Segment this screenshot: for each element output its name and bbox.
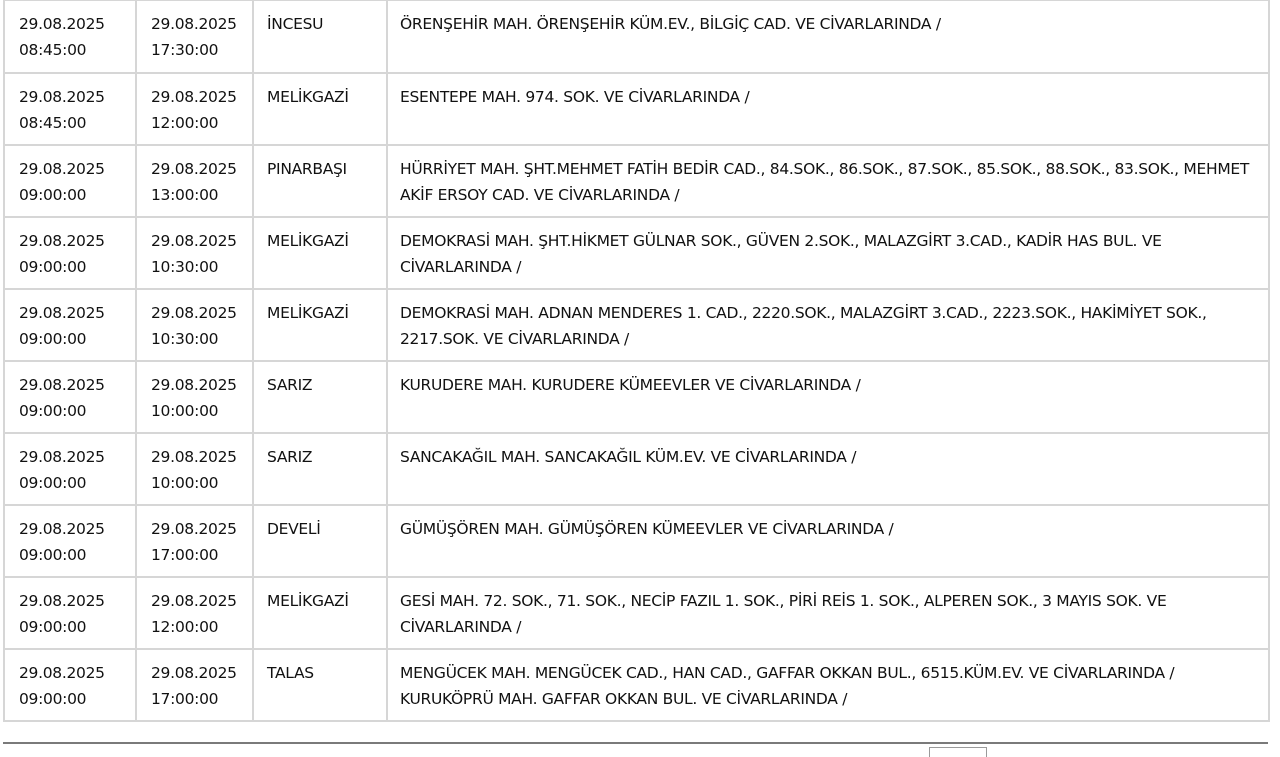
- affected-area: HÜRRİYET MAH. ŞHT.MEHMET FATİH BEDİR CAD., 84.SOK., 86.SOK., 87.SOK., 85.SOK., 88.SOK., 83.SOK., MEHMET AKİF ERSOY CAD. VE CİVARLARINDA /: [400, 159, 1250, 204]
- end-cell: [136, 361, 253, 433]
- district-name: PINARBAŞI: [267, 159, 347, 178]
- end-cell: [136, 217, 253, 289]
- start-date: 29.08.2025: [19, 87, 105, 106]
- power-outage-table: [3, 0, 1270, 722]
- district-name: SARIZ: [267, 375, 313, 394]
- start-time: 09:00:00: [19, 257, 87, 276]
- end-time: 12:00:00: [151, 617, 219, 636]
- area-cell: [387, 433, 1269, 505]
- start-cell: [4, 649, 136, 721]
- start-date: 29.08.2025: [19, 447, 105, 466]
- district-cell: [253, 289, 387, 361]
- area-cell: [387, 73, 1269, 145]
- area-cell: [387, 1, 1269, 73]
- district-cell: [253, 73, 387, 145]
- district-name: TALAS: [267, 663, 314, 682]
- end-date: 29.08.2025: [151, 591, 237, 610]
- area-cell: [387, 505, 1269, 577]
- district-cell: [253, 217, 387, 289]
- affected-area: GÜMÜŞÖREN MAH. GÜMÜŞÖREN KÜMEEVLER VE CİVARLARINDA /: [400, 519, 894, 538]
- district-cell: [253, 505, 387, 577]
- start-cell: [4, 433, 136, 505]
- table-row: [4, 649, 1269, 721]
- end-date: 29.08.2025: [151, 519, 237, 538]
- district-name: DEVELİ: [267, 519, 321, 538]
- start-date: 29.08.2025: [19, 303, 105, 322]
- start-date: 29.08.2025: [19, 663, 105, 682]
- start-date: 29.08.2025: [19, 591, 105, 610]
- table-row: [4, 1, 1269, 73]
- area-cell: [387, 145, 1269, 217]
- end-cell: [136, 577, 253, 649]
- start-time: 09:00:00: [19, 185, 87, 204]
- start-time: 08:45:00: [19, 41, 87, 59]
- area-cell: [387, 289, 1269, 361]
- start-date: 29.08.2025: [19, 159, 105, 178]
- district-cell: [253, 433, 387, 505]
- start-time: 09:00:00: [19, 617, 87, 636]
- district-name: İNCESU: [267, 15, 324, 33]
- district-name: MELİKGAZİ: [267, 87, 349, 106]
- start-date: 29.08.2025: [19, 519, 105, 538]
- start-time: 09:00:00: [19, 401, 87, 420]
- end-cell: [136, 505, 253, 577]
- end-time: 17:00:00: [151, 689, 219, 708]
- start-time: 09:00:00: [19, 329, 87, 348]
- start-cell: [4, 577, 136, 649]
- table-row: [4, 145, 1269, 217]
- affected-area: KURUDERE MAH. KURUDERE KÜMEEVLER VE CİVARLARINDA /: [400, 375, 861, 394]
- table-row: [4, 577, 1269, 649]
- district-cell: [253, 145, 387, 217]
- district-name: MELİKGAZİ: [267, 591, 349, 610]
- start-time: 09:00:00: [19, 689, 87, 708]
- table-row: [4, 217, 1269, 289]
- start-date: 29.08.2025: [19, 375, 105, 394]
- affected-area: DEMOKRASİ MAH. ADNAN MENDERES 1. CAD., 2220.SOK., MALAZGİRT 3.CAD., 2223.SOK., HAKİMİYET SOK., 2217.SOK. VE CİVARLARINDA /: [400, 303, 1207, 348]
- start-time: 09:00:00: [19, 473, 87, 492]
- end-time: 10:00:00: [151, 473, 219, 492]
- start-cell: [4, 361, 136, 433]
- affected-area: ESENTEPE MAH. 974. SOK. VE CİVARLARINDA /: [400, 87, 750, 106]
- end-date: 29.08.2025: [151, 231, 237, 250]
- start-date: 29.08.2025: [19, 15, 105, 33]
- district-cell: [253, 361, 387, 433]
- start-date: 29.08.2025: [19, 231, 105, 250]
- district-name: MELİKGAZİ: [267, 303, 349, 322]
- end-cell: [136, 433, 253, 505]
- table-row: [4, 73, 1269, 145]
- end-time: 10:30:00: [151, 329, 219, 348]
- affected-area: DEMOKRASİ MAH. ŞHT.HİKMET GÜLNAR SOK., GÜVEN 2.SOK., MALAZGİRT 3.CAD., KADİR HAS BUL. VE CİVARLARINDA /: [400, 231, 1162, 276]
- district-cell: [253, 1, 387, 73]
- end-time: 10:30:00: [151, 257, 219, 276]
- table-row: [4, 433, 1269, 505]
- end-time: 17:30:00: [151, 41, 219, 59]
- pager-control[interactable]: [929, 747, 987, 757]
- affected-area: ÖRENŞEHİR MAH. ÖRENŞEHİR KÜM.EV., BİLGİÇ CAD. VE CİVARLARINDA /: [400, 15, 941, 33]
- start-cell: [4, 505, 136, 577]
- end-cell: [136, 145, 253, 217]
- start-cell: [4, 145, 136, 217]
- end-date: 29.08.2025: [151, 447, 237, 466]
- affected-area: GESİ MAH. 72. SOK., 71. SOK., NECİP FAZIL 1. SOK., PİRİ REİS 1. SOK., ALPEREN SOK., 3 MAYIS SOK. VE CİVARLARINDA /: [400, 591, 1167, 636]
- table-row: [4, 361, 1269, 433]
- start-cell: [4, 217, 136, 289]
- table-row: [4, 505, 1269, 577]
- end-cell: [136, 73, 253, 145]
- outage-table-body: [4, 1, 1269, 721]
- district-cell: [253, 649, 387, 721]
- start-time: 09:00:00: [19, 545, 87, 564]
- end-time: 12:00:00: [151, 113, 219, 132]
- end-date: 29.08.2025: [151, 303, 237, 322]
- end-cell: [136, 289, 253, 361]
- end-cell: [136, 649, 253, 721]
- end-date: 29.08.2025: [151, 375, 237, 394]
- affected-area: MENGÜCEK MAH. MENGÜCEK CAD., HAN CAD., GAFFAR OKKAN BUL., 6515.KÜM.EV. VE CİVARLARINDA / KURUKÖPRÜ MAH. GAFFAR OKKAN BUL. VE CİVARLARINDA /: [400, 663, 1175, 708]
- start-time: 08:45:00: [19, 113, 87, 132]
- district-name: SARIZ: [267, 447, 313, 466]
- end-time: 13:00:00: [151, 185, 219, 204]
- start-cell: [4, 73, 136, 145]
- table-bottom-border: [3, 742, 1268, 744]
- district-name: MELİKGAZİ: [267, 231, 349, 250]
- area-cell: [387, 361, 1269, 433]
- end-time: 17:00:00: [151, 545, 219, 564]
- end-time: 10:00:00: [151, 401, 219, 420]
- end-date: 29.08.2025: [151, 663, 237, 682]
- end-date: 29.08.2025: [151, 15, 237, 33]
- area-cell: [387, 577, 1269, 649]
- area-cell: [387, 217, 1269, 289]
- district-cell: [253, 577, 387, 649]
- start-cell: [4, 1, 136, 73]
- area-cell: [387, 649, 1269, 721]
- affected-area: SANCAKAĞIL MAH. SANCAKAĞIL KÜM.EV. VE CİVARLARINDA /: [400, 447, 857, 466]
- end-cell: [136, 1, 253, 73]
- table-row: [4, 289, 1269, 361]
- start-cell: [4, 289, 136, 361]
- end-date: 29.08.2025: [151, 159, 237, 178]
- end-date: 29.08.2025: [151, 87, 237, 106]
